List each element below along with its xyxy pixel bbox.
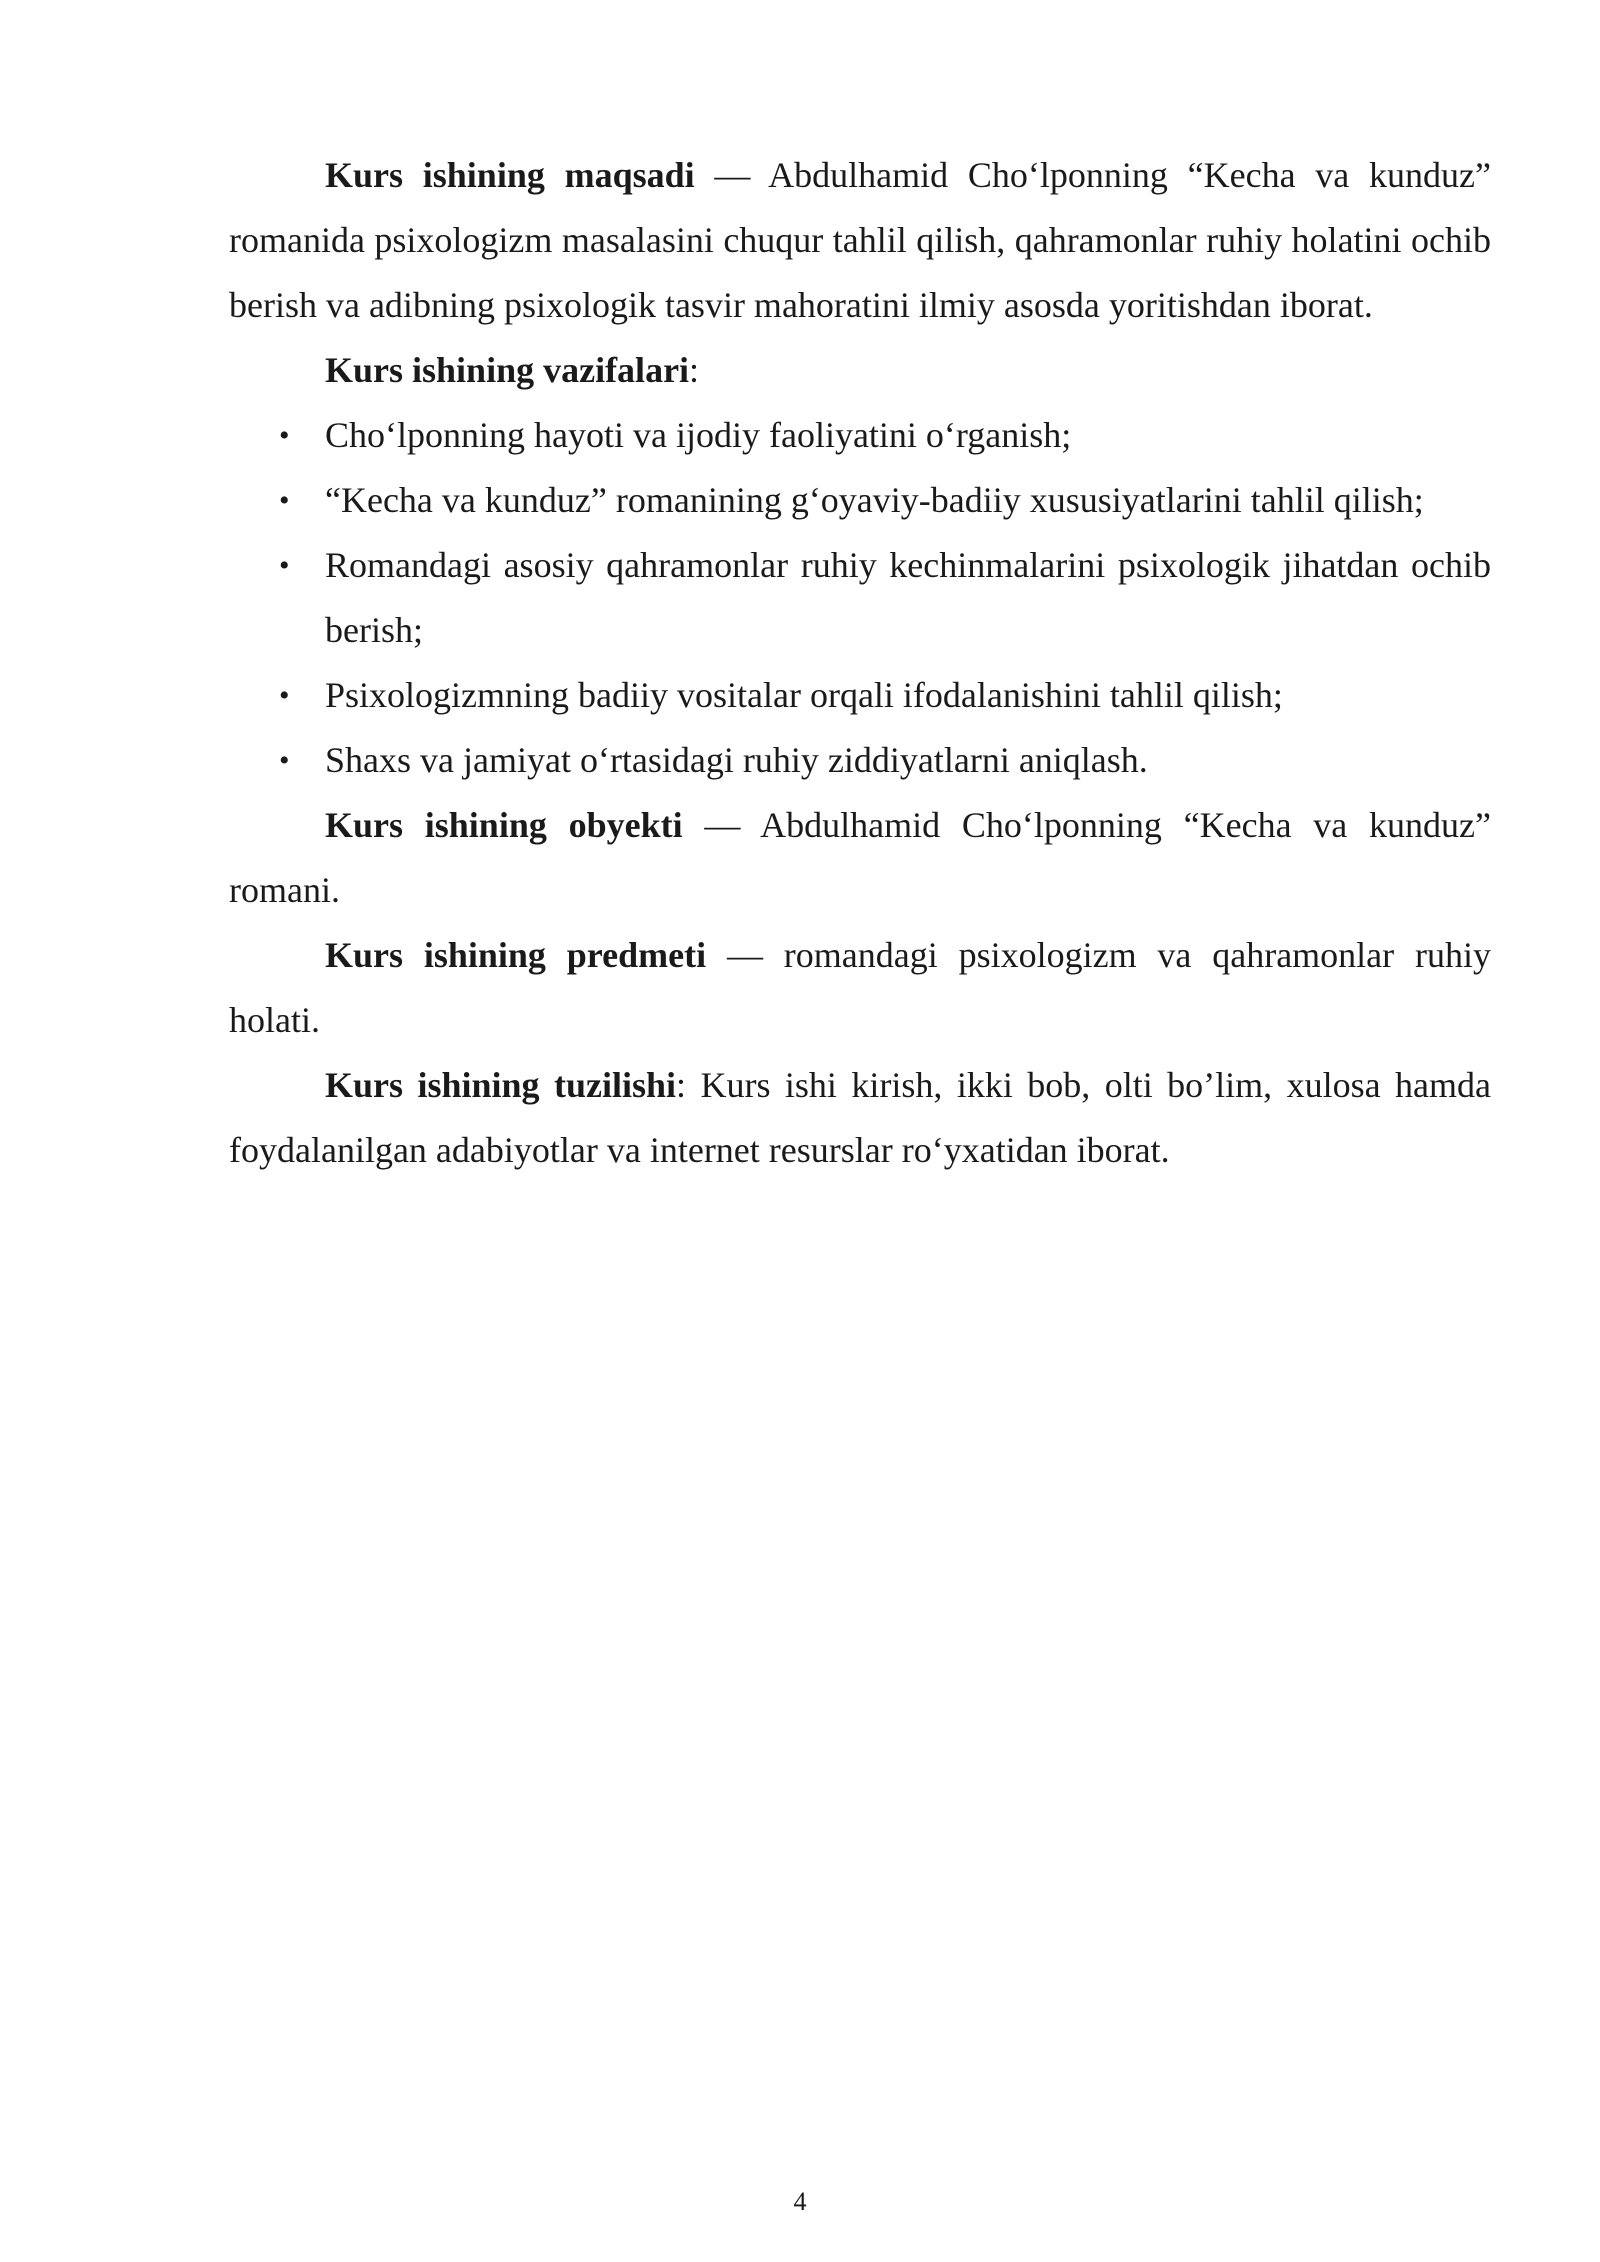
object-paragraph <box>229 793 1491 923</box>
list-item <box>229 533 1491 663</box>
bullet-icon: • <box>279 484 290 517</box>
list-item-text: Shaxs va jamiyat o‘rtasidagi ruhiy ziddiyatlarni aniqlash. <box>325 740 1148 780</box>
subject-paragraph <box>229 923 1491 1053</box>
aim-text: — Abdulhamid Cho‘lponning “Kecha va kunduz” romanida psixologizm masalasini chuqur tahlil qilish, qahramonlar ruhiy holatini ochib berish va adibning psixologik tasvir mahoratini ilmiy asosda yoritishdan iborat. <box>229 155 1491 325</box>
object-text: — Abdulhamid Cho‘lponning “Kecha va kunduz” romani. <box>229 805 1491 910</box>
list-item <box>229 468 1491 533</box>
list-item <box>229 728 1491 793</box>
structure-label: Kurs ishining tuzilishi <box>325 1065 677 1105</box>
list-item <box>229 663 1491 728</box>
tasks-list <box>229 403 1491 793</box>
list-item-text: Psixologizmning badiiy vositalar orqali ifodalanishini tahlil qilish; <box>325 675 1283 715</box>
subject-label: Kurs ishining predmeti <box>325 935 707 975</box>
structure-text: : Kurs ishi kirish, ikki bob, olti bo’lim, xulosa hamda foydalanilgan adabiyotlar va internet resurslar ro‘yxatidan iborat. <box>229 1065 1491 1170</box>
list-item-text: Cho‘lponning hayoti va ijodiy faoliyatini o‘rganish; <box>325 415 1072 455</box>
list-item-text: Romandagi asosiy qahramonlar ruhiy kechinmalarini psixologik jihatdan ochib berish; <box>325 545 1491 650</box>
aim-paragraph <box>229 143 1491 338</box>
page-content <box>229 143 1491 1183</box>
subject-text: — romandagi psixologizm va qahramonlar ruhiy holati. <box>229 935 1491 1040</box>
structure-paragraph <box>229 1053 1491 1183</box>
bullet-icon: • <box>279 744 290 777</box>
tasks-suffix: : <box>689 350 700 390</box>
bullet-icon: • <box>279 549 290 582</box>
tasks-heading <box>229 338 1491 403</box>
tasks-label: Kurs ishining vazifalari <box>325 350 690 390</box>
bullet-icon: • <box>279 419 290 452</box>
page-number: 4 <box>793 2187 807 2216</box>
object-label: Kurs ishining obyekti <box>325 805 683 845</box>
bullet-icon: • <box>279 679 290 712</box>
aim-label: Kurs ishining maqsadi <box>325 155 695 195</box>
list-item <box>229 403 1491 468</box>
list-item-text: “Kecha va kunduz” romanining g‘oyaviy-badiiy xususiyatlarini tahlil qilish; <box>325 480 1424 520</box>
